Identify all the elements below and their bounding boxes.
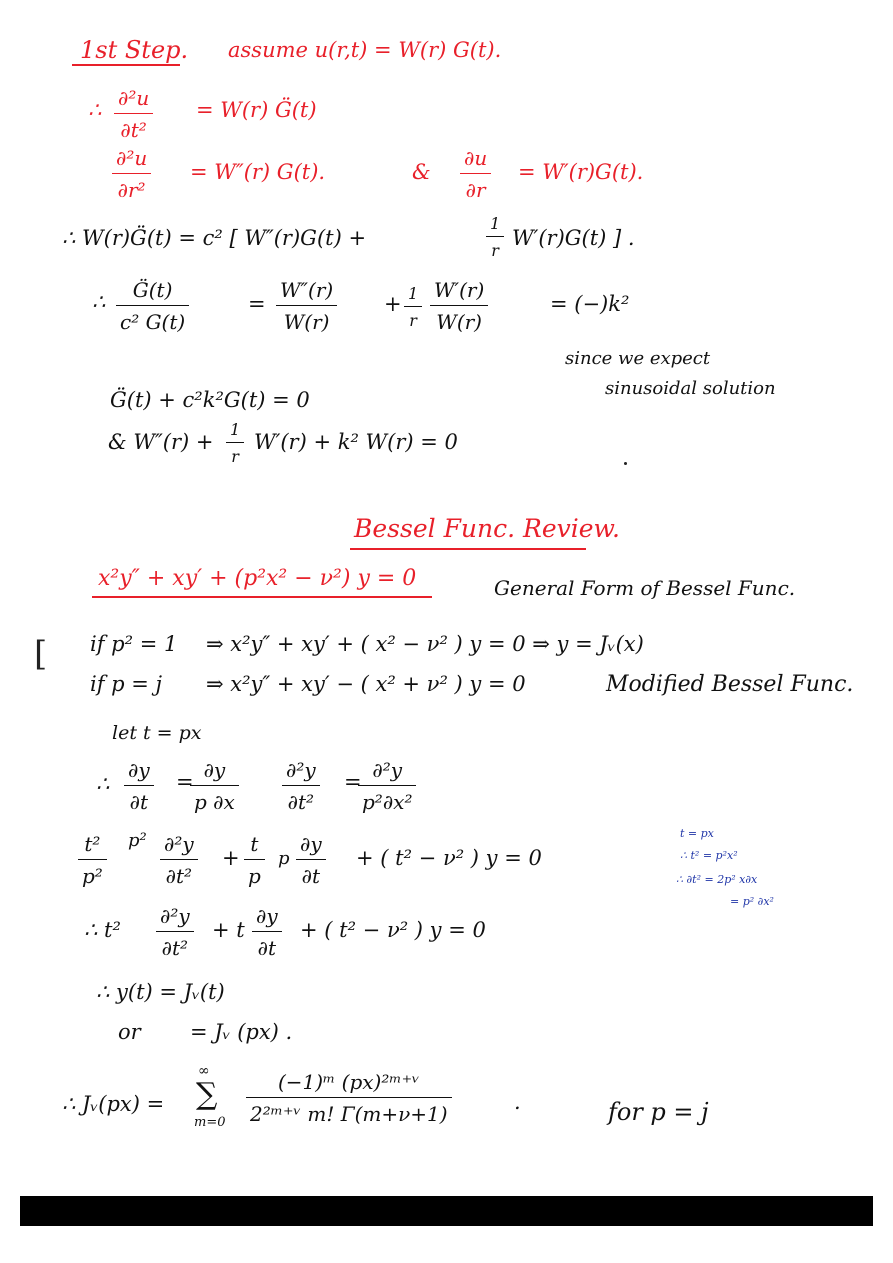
case2-equation: ⇒ x²y″ + xy′ − ( x² + ν² ) y = 0 (206, 672, 526, 696)
step-title-underline (72, 64, 180, 66)
ode-g: G̈(t) + c²k²G(t) = 0 (110, 388, 310, 412)
sub-dy-dt: $\frac{\partial y}{\partial t}$ (296, 832, 326, 888)
eq3-rhs: = W′(r)G(t). (518, 160, 644, 184)
d1-left-fraction: $\frac{\partial y}{\partial t}$ (124, 758, 154, 814)
ratio-one-over-r: $\frac{1}{r}$ (404, 284, 422, 330)
ratio-equals: = (248, 292, 266, 316)
d2u-dr2-fraction: $\frac{\text{∂²u}}{\text{∂r²}}$ (112, 146, 151, 202)
sub-tail: + ( t² − ν² ) y = 0 (356, 846, 542, 870)
case1-condition: if p² = 1 (90, 632, 178, 656)
reduced-lead: ∴ t² (84, 918, 121, 942)
let-substitution: let t = px (112, 722, 202, 744)
solution-line-2: = Jᵥ (px) . (190, 1020, 293, 1044)
bessel-general-label: General Form of Bessel Func. (494, 576, 796, 600)
series-dot: . (514, 1090, 521, 1114)
case1-equation: ⇒ x²y″ + xy′ + ( x² − ν² ) y = 0 ⇒ y = Jᵥ(x) (206, 632, 644, 656)
eq1-rhs: = W(r) G̈(t) (196, 98, 317, 122)
eq3-and: & (412, 160, 431, 184)
ode-w-tail: W′(r) + k² W(r) = 0 (254, 430, 458, 454)
d1-right-fraction: $\frac{\partial y}{p \partial x}$ (190, 758, 239, 814)
ode-w-lead: & W″(r) + (108, 430, 214, 454)
bessel-general-equation: x²y″ + xy′ + (p²x² − ν²) y = 0 (98, 566, 417, 591)
side-note-3: ∴ ∂t² = 2p² x∂x (676, 873, 758, 886)
ode-w-one-over-r: $\frac{1}{r}$ (226, 420, 244, 466)
combined-one-over-r: $\frac{1}{r}$ (486, 214, 504, 260)
series-lower-limit: m=0 (194, 1115, 226, 1130)
stray-mark (624, 462, 627, 465)
solution-line-1: ∴ y(t) = Jᵥ(t) (96, 980, 225, 1004)
ratio-right-fraction: $\frac{W'(r)}{W(r)}$ (430, 278, 488, 334)
left-bracket: [ (34, 634, 48, 674)
sub-t2-over-p2: $\frac{\text{t²}}{\text{p²}}$ (78, 832, 107, 888)
therefore-symbol: ∴ (88, 98, 102, 122)
deriv-therefore: ∴ (96, 772, 110, 796)
solution-or: or (118, 1020, 141, 1044)
bessel-heading-underline (350, 548, 586, 550)
series-note: for p = j (608, 1098, 709, 1126)
side-note-2: ∴ t² = p²x² (680, 849, 738, 862)
series-upper-limit: ∞ (198, 1063, 210, 1079)
sub-plus: + (222, 846, 240, 870)
sinusoid-note-line2: sinusoidal solution (605, 378, 776, 399)
ratio-middle-fraction: $\frac{W''(r)}{W(r)}$ (276, 278, 337, 334)
combined-equation: ∴ W(r)G̈(t) = c² [ W″(r)G(t) + (62, 226, 367, 250)
series-term-fraction: $\frac{\text{(−1)ᵐ (px)²ᵐ⁺ᵛ}}{\text{2²ᵐ⁺ᵛ m! Γ(m+ν+1)}}$ (246, 1070, 452, 1126)
d2-right-fraction: $\frac{\text{∂²y}}{\text{p²∂x²}}$ (358, 758, 416, 814)
ratio-therefore: ∴ (92, 290, 106, 314)
ratio-plus: + (384, 292, 402, 316)
step-assumption: assume u(r,t) = W(r) G(t). (228, 38, 502, 62)
reduced-dy-dt: $\frac{\partial y}{\partial t}$ (252, 904, 282, 960)
d2-left-fraction: $\frac{\text{∂²y}}{\text{∂t²}}$ (282, 758, 320, 814)
d2-equals: = (344, 770, 362, 794)
eq2-rhs: = W″(r) G(t). (190, 160, 326, 184)
ratio-left-fraction: $\frac{G̈(t)}{\text{c² G(t)}}$ (116, 278, 189, 334)
reduced-mid: + t (212, 918, 245, 942)
reduced-tail: + ( t² − ν² ) y = 0 (300, 918, 486, 942)
bessel-general-underline (92, 596, 432, 598)
combined-tail: W′(r)G(t) ] . (512, 226, 635, 250)
series-sigma: ∑ (196, 1077, 218, 1112)
sub-p-factor: p (278, 848, 290, 869)
ratio-constant: = (−)k² (550, 292, 630, 316)
bessel-heading: Bessel Func. Review. (354, 514, 620, 543)
series-lead: ∴ Jᵥ(px) = (62, 1092, 165, 1116)
sub-t-over-p: $\frac{t}{p}$ (244, 832, 265, 888)
d2u-dt2-fraction: $\frac{\text{∂²u}}{\text{∂t²}}$ (114, 86, 153, 142)
case2-condition: if p = j (90, 672, 163, 696)
d1-equals: = (176, 770, 194, 794)
side-note-1: t = px (680, 827, 714, 840)
sub-d2y-dt2: $\frac{\text{∂²y}}{\text{∂t²}}$ (160, 832, 198, 888)
reduced-d2y-dt2: $\frac{\text{∂²y}}{\text{∂t²}}$ (156, 904, 194, 960)
case2-label: Modified Bessel Func. (606, 672, 854, 697)
sub-p2-factor: p² (128, 830, 147, 851)
du-dr-fraction: $\frac{\partial u}{\partial r}$ (460, 146, 491, 202)
scan-edge-bar (20, 1196, 873, 1226)
sinusoid-note-line1: since we expect (565, 348, 711, 369)
side-note-4: = p² ∂x² (730, 895, 774, 908)
step-title: 1st Step. (80, 36, 189, 64)
